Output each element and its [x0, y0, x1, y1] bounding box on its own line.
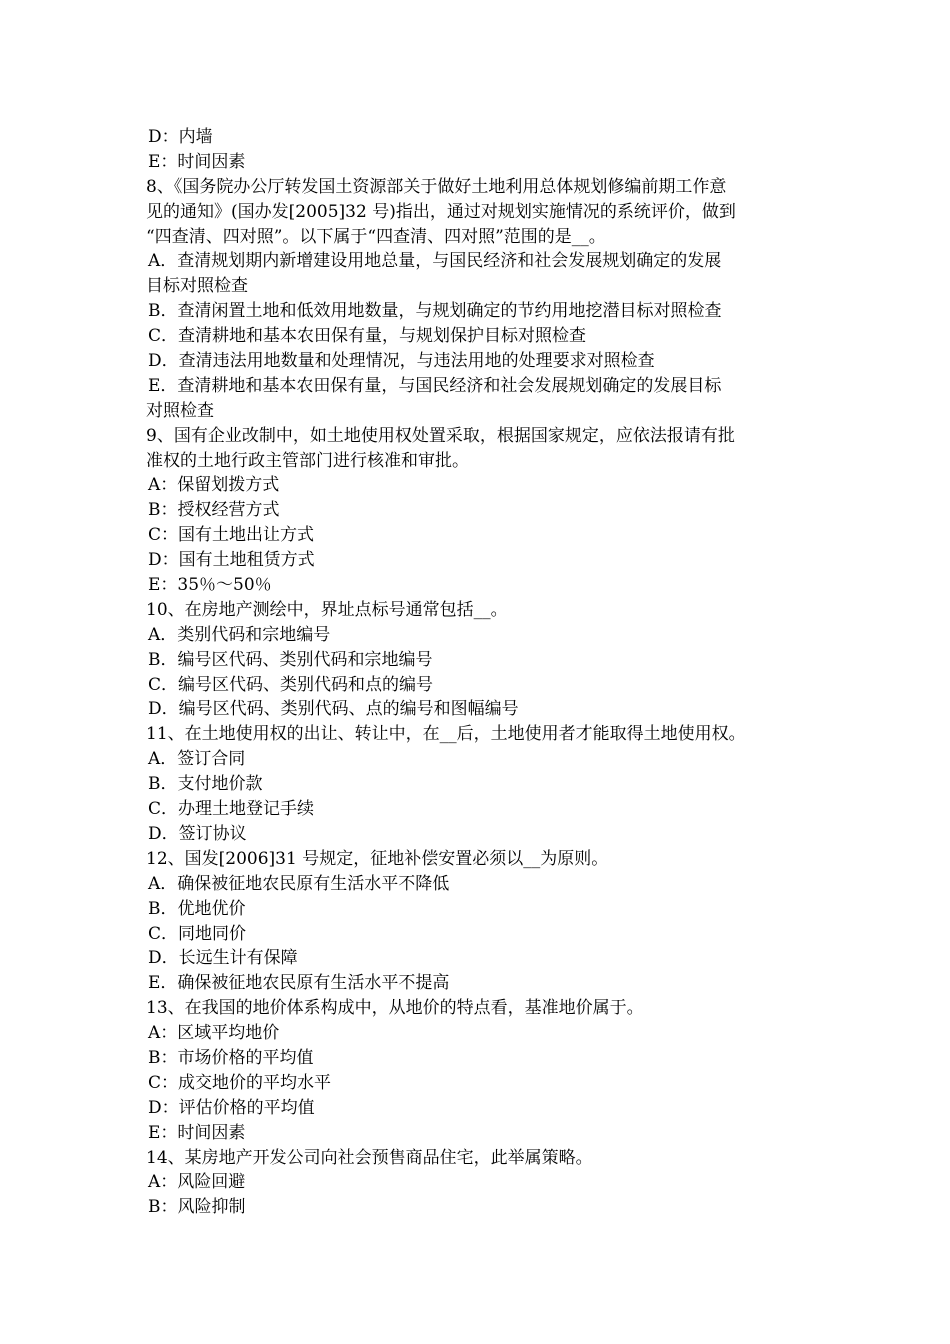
- question-text-line: 目标对照检查: [146, 276, 248, 297]
- question-text-line: 9、国有企业改制中，如土地使用权处置采取，根据国家规定，应依法报请有批: [146, 425, 735, 446]
- answer-option-line: D．签订协议: [148, 823, 247, 844]
- question-text-line: 12、国发[2006]31 号规定，征地补偿安置必须以__为原则。: [146, 848, 609, 869]
- answer-option-line: C．编号区代码、类别代码和点的编号: [148, 674, 434, 695]
- answer-option-line: E：时间因素: [148, 151, 246, 172]
- answer-option-line: A．查清规划期内新增建设用地总量，与国民经济和社会发展规划确定的发展: [148, 251, 722, 272]
- answer-option-line: D：内墙: [148, 127, 213, 147]
- answer-option-line: A．类别代码和宗地编号: [148, 624, 331, 645]
- answer-option-line: B．优地优价: [148, 898, 246, 919]
- answer-option-line: C：成交地价的平均水平: [148, 1072, 332, 1093]
- question-text-line: 11、在土地使用权的出让、转让中，在__后，土地使用者才能取得土地使用权。: [146, 724, 746, 745]
- answer-option-line: C：国有土地出让方式: [148, 525, 315, 546]
- answer-option-line: C．同地同价: [148, 923, 247, 944]
- answer-option-line: B：授权经营方式: [148, 500, 280, 521]
- answer-option-line: A：保留划拨方式: [148, 475, 280, 496]
- question-text-line: “四查清、四对照”。以下属于“四查清、四对照”范围的是__。: [146, 226, 606, 247]
- answer-option-line: D．长远生计有保障: [148, 948, 298, 969]
- answer-option-line: A：区域平均地价: [148, 1023, 280, 1044]
- answer-option-line: A．确保被征地农民原有生活水平不降低: [148, 873, 450, 894]
- answer-option-line: C．办理土地登记手续: [148, 799, 315, 820]
- answer-option-line: A．签订合同: [148, 749, 246, 770]
- answer-option-line: D：国有土地租赁方式: [148, 550, 315, 571]
- question-text-line: 13、在我国的地价体系构成中，从地价的特点看，基准地价属于。: [146, 998, 644, 1019]
- answer-option-line: D．查清违法用地数量和处理情况，与违法用地的处理要求对照检查: [148, 351, 655, 372]
- answer-option-line: A：风险回避: [148, 1172, 246, 1193]
- answer-option-line: E：时间因素: [148, 1122, 246, 1143]
- answer-option-line: B：市场价格的平均值: [148, 1047, 314, 1068]
- answer-option-line: E．确保被征地农民原有生活水平不提高: [148, 973, 450, 994]
- answer-option-line: D：评估价格的平均值: [148, 1097, 315, 1118]
- answer-option-line: D．编号区代码、类别代码、点的编号和图幅编号: [148, 699, 519, 720]
- question-text-line: 8、《国务院办公厅转发国土资源部关于做好土地利用总体规划修编前期工作意: [146, 176, 727, 197]
- question-text-line: 10、在房地产测绘中，界址点标号通常包括__。: [146, 599, 508, 620]
- answer-option-line: B．支付地价款: [148, 774, 263, 795]
- question-text-line: 对照检查: [146, 400, 214, 421]
- answer-option-line: B．查清闲置土地和低效用地数量，与规划确定的节约用地挖潜目标对照检查: [148, 301, 722, 322]
- answer-option-line: B：风险抑制: [148, 1197, 246, 1218]
- document-body: [146, 125, 810, 1220]
- answer-option-line: B．编号区代码、类别代码和宗地编号: [148, 649, 433, 670]
- answer-option-line: E．查清耕地和基本农田保有量，与国民经济和社会发展规划确定的发展目标: [148, 375, 722, 396]
- answer-option-line: E：35％～50％: [148, 575, 272, 596]
- question-text-line: 见的通知》(国办发[2005]32 号)指出，通过对规划实施情况的系统评价，做到: [146, 201, 736, 222]
- answer-option-line: C．查清耕地和基本农田保有量，与规划保护目标对照检查: [148, 326, 587, 347]
- question-text-line: 14、某房地产开发公司向社会预售商品住宅，此举属策略。: [146, 1147, 593, 1168]
- question-text-line: 准权的土地行政主管部门进行核准和审批。: [146, 450, 469, 471]
